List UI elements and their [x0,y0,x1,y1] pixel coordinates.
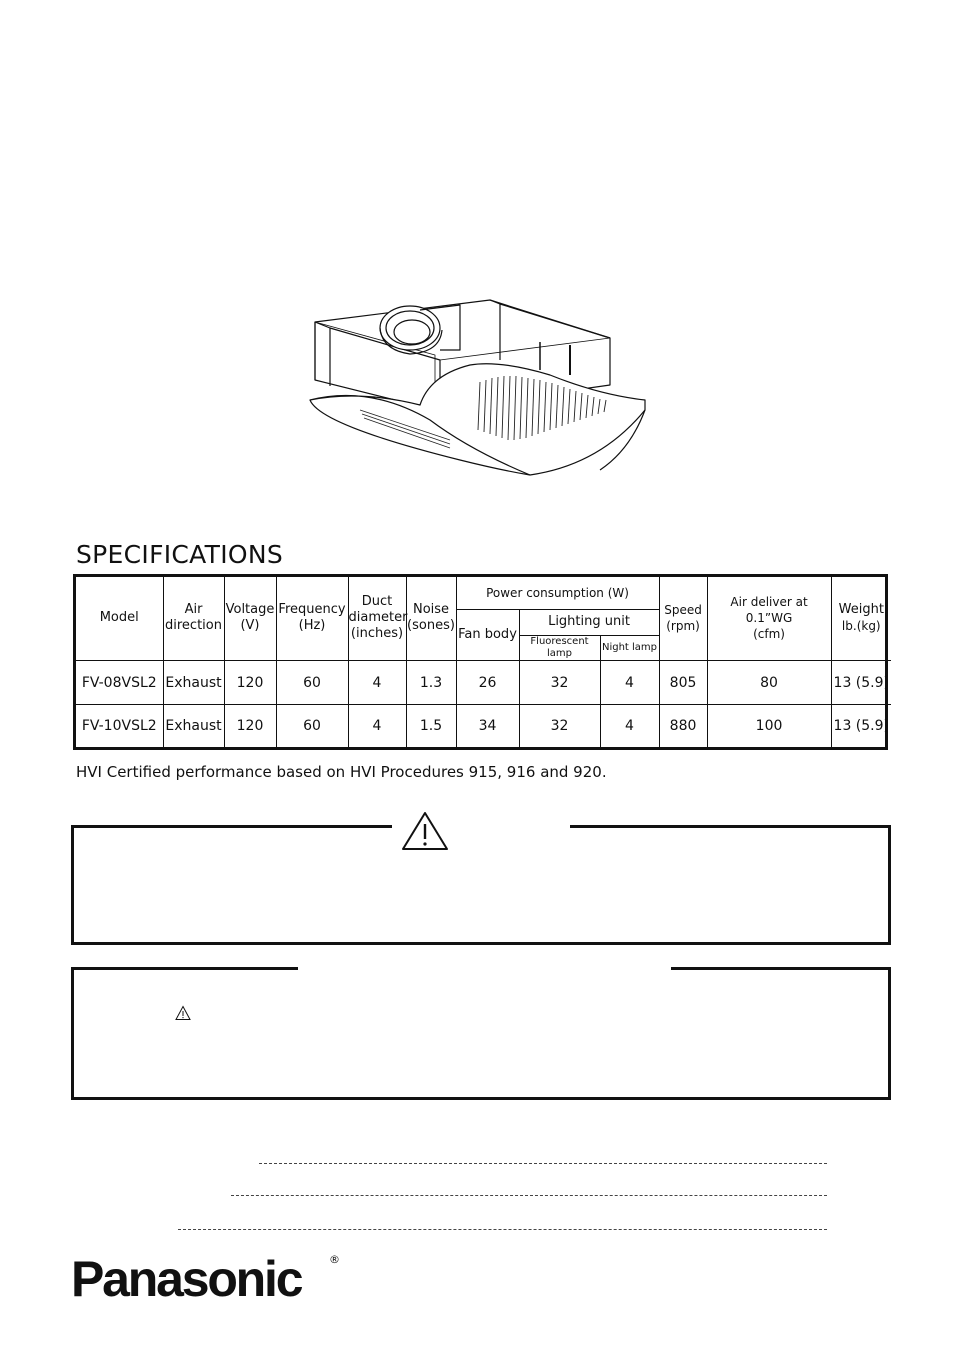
header-speed: Speed (rpm) [659,577,707,660]
dotted-line [231,1195,827,1196]
specifications-table [73,574,888,750]
header-air-deliver: Air deliver at 0.1”WG (cfm) [707,577,831,660]
small-warning-triangle-icon [175,1005,191,1021]
cell-model: FV-10VSL2 [76,705,163,747]
cell-voltage: 120 [224,660,276,704]
registered-mark: ® [329,1253,340,1266]
cell-air-direction: Exhaust [163,705,224,747]
specifications-heading: SPECIFICATIONS [76,540,284,569]
warning-triangle-icon [400,810,450,852]
cell-duct: 4 [348,660,406,704]
brand-logo-text: Panasonic [71,1251,302,1304]
cell-fluorescent: 32 [519,705,600,747]
product-illustration [300,290,660,490]
cell-speed: 805 [659,660,707,704]
panasonic-logo [71,1250,343,1304]
caution-box [71,967,891,1100]
cell-noise: 1.5 [406,705,456,747]
cell-fluorescent: 32 [519,660,600,704]
cell-frequency: 60 [276,660,348,704]
table-row [76,660,891,704]
header-air-direction: Air direction [163,577,224,660]
cell-weight: 13 (5.9) [831,660,891,704]
cell-frequency: 60 [276,705,348,747]
header-frequency: Frequency (Hz) [276,577,348,660]
cell-air-direction: Exhaust [163,660,224,704]
table-row [76,705,891,747]
cell-night-lamp: 4 [600,660,659,704]
hvi-certification-note: HVI Certified performance based on HVI Procedures 915, 916 and 920. [76,763,607,781]
header-weight: Weight lb.(kg) [831,577,891,660]
cell-speed: 880 [659,705,707,747]
cell-fan-body: 34 [456,705,519,747]
header-voltage: Voltage (V) [224,577,276,660]
cell-air-deliver: 100 [707,705,831,747]
warning-box [71,825,891,945]
header-fan-body: Fan body [456,609,519,660]
header-night-lamp: Night lamp [600,635,659,660]
dotted-line [259,1163,827,1164]
dotted-line [178,1229,827,1230]
header-fluorescent-lamp: Fluorescent lamp [519,635,600,660]
cell-noise: 1.3 [406,660,456,704]
cell-night-lamp: 4 [600,705,659,747]
header-noise: Noise (sones) [406,577,456,660]
cell-weight: 13 (5.9) [831,705,891,747]
cell-air-deliver: 80 [707,660,831,704]
header-duct-diameter: Duct diameter (inches) [348,577,406,660]
cell-voltage: 120 [224,705,276,747]
cell-model: FV-08VSL2 [76,660,163,704]
header-lighting-unit: Lighting unit [519,609,659,635]
cell-fan-body: 26 [456,660,519,704]
header-model: Model [76,577,163,660]
cell-duct: 4 [348,705,406,747]
header-power-consumption: Power consumption (W) [456,577,659,609]
